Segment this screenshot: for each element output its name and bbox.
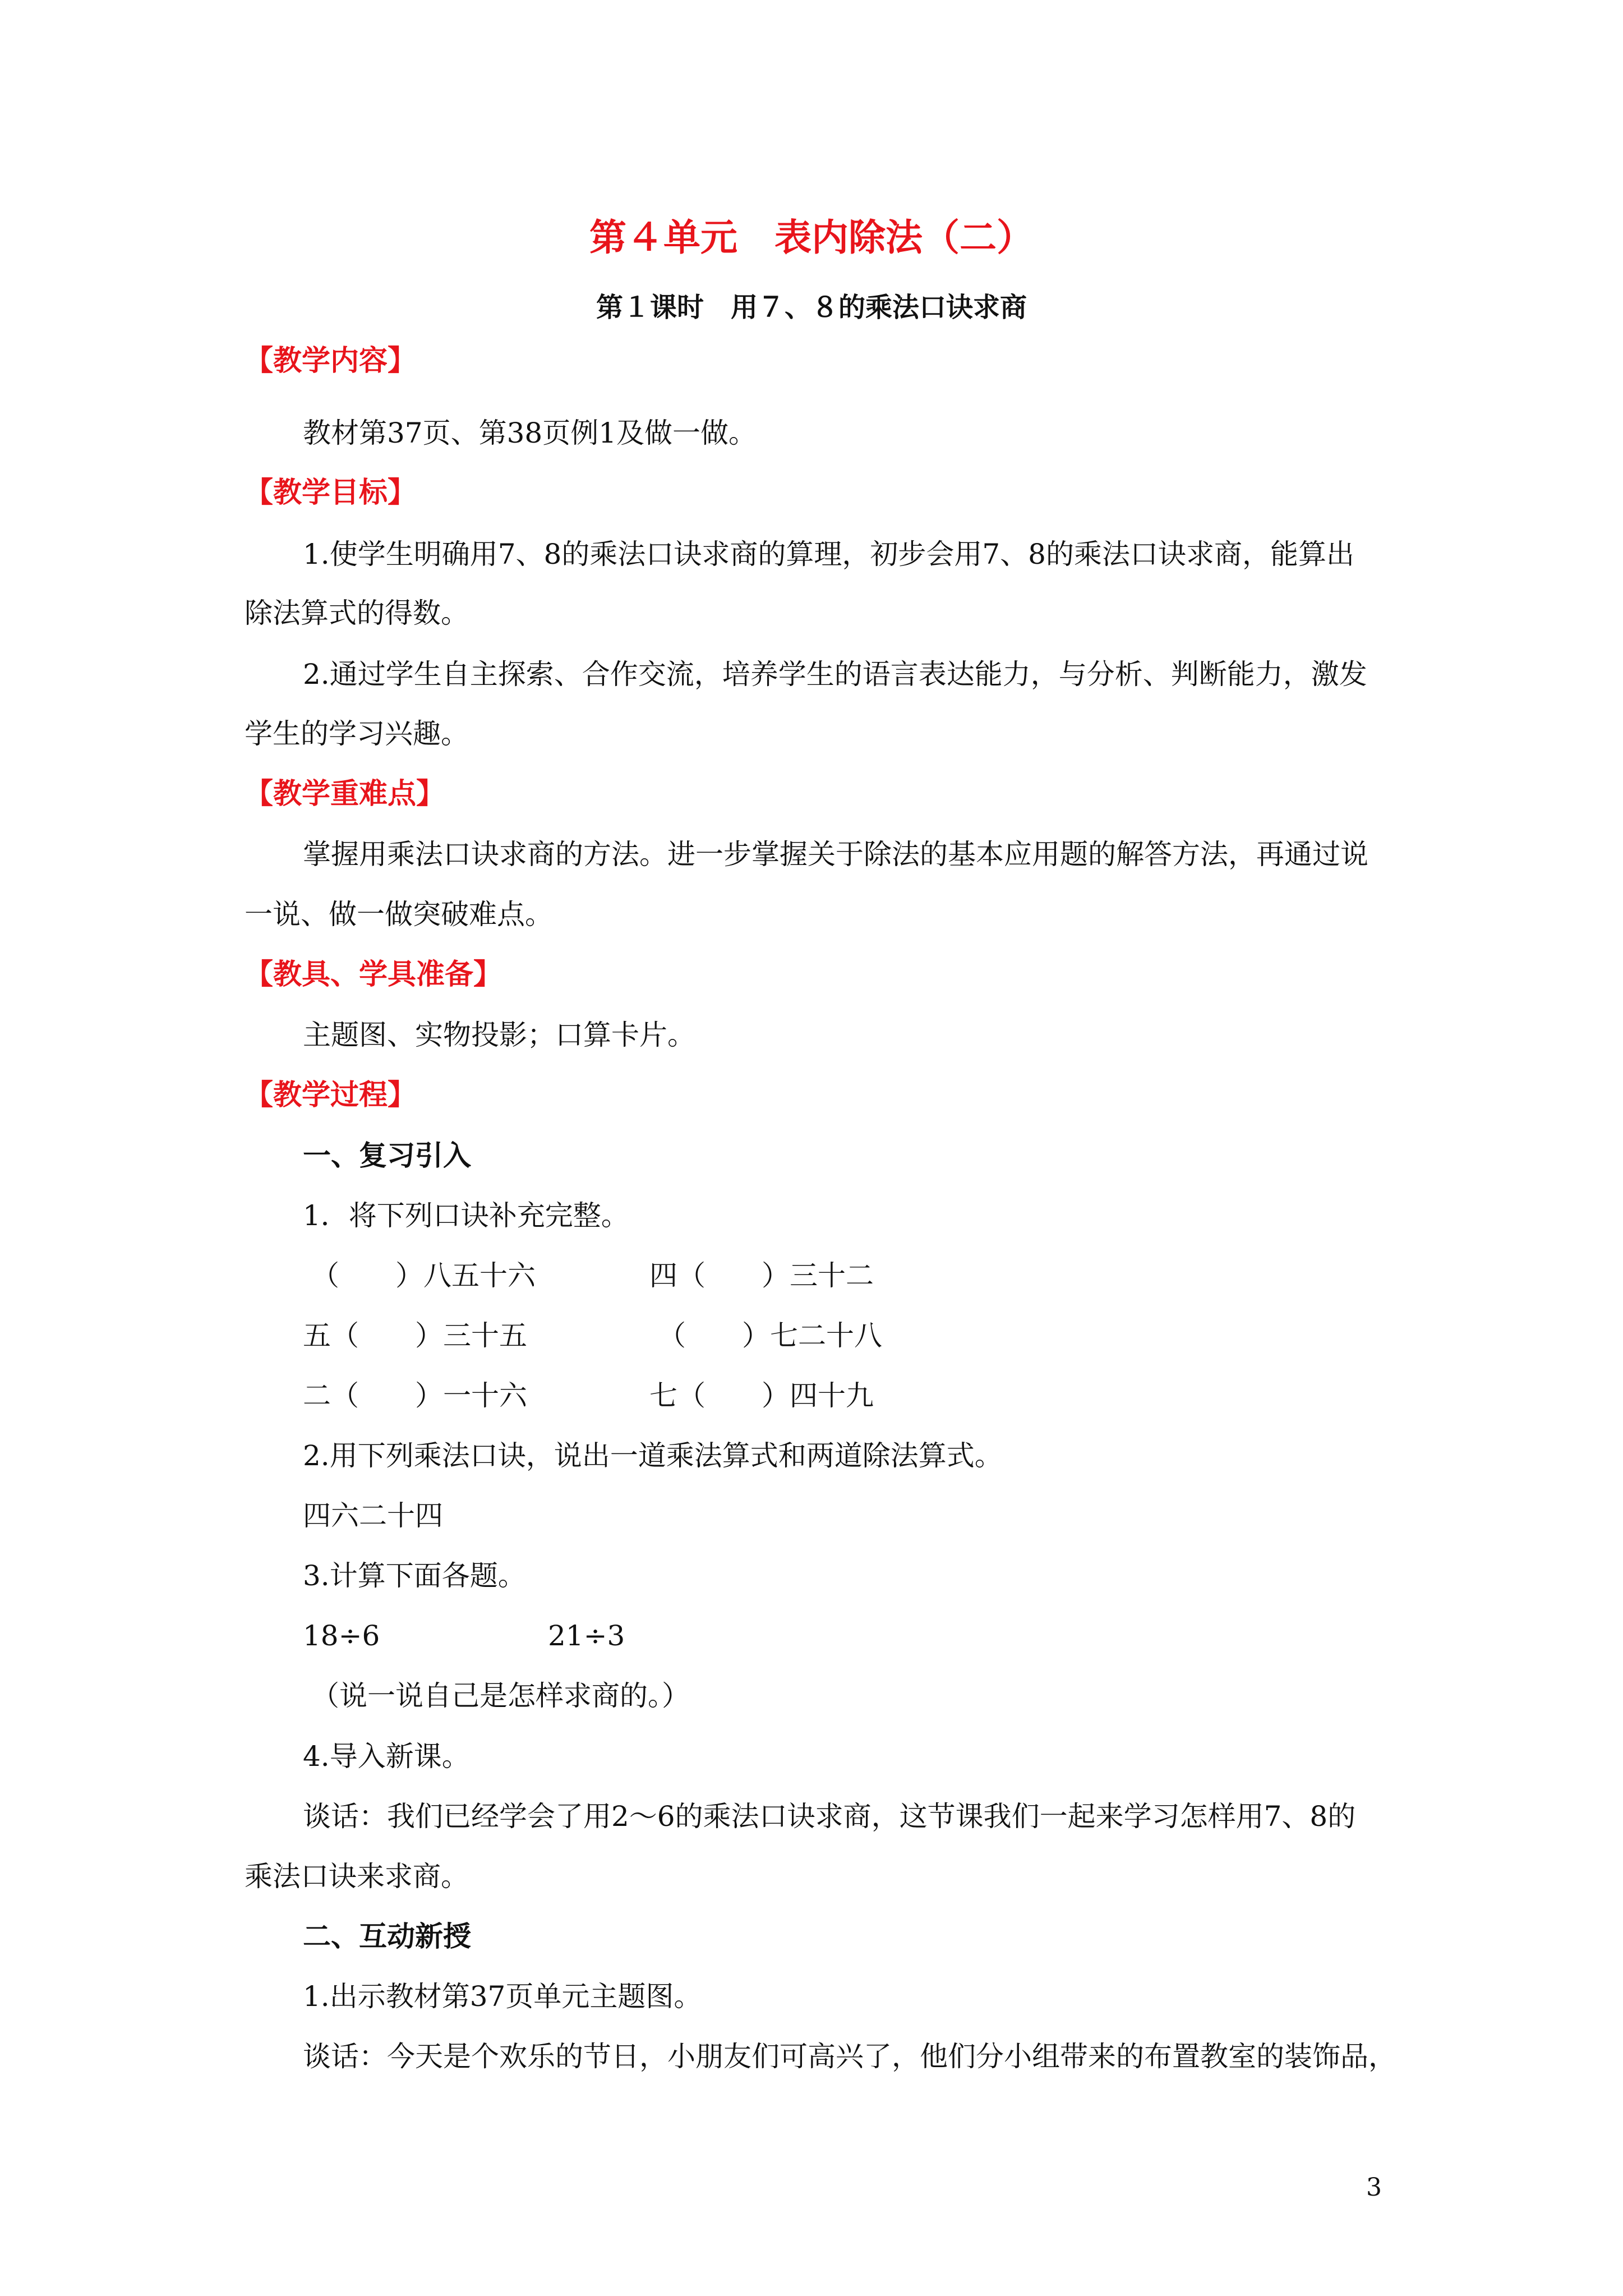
heading-prep: 【教具、学具准备】 xyxy=(245,958,502,991)
part1-q2: 2.用下列乘法口诀，说出一道乘法算式和两道除法算式。 xyxy=(303,1439,1003,1472)
part2-heading: 二、互动新授 xyxy=(303,1920,471,1953)
part1-q3-right: 21÷3 xyxy=(548,1619,625,1652)
page-number: 3 xyxy=(1366,2173,1382,2202)
part1-q3: 3.计算下面各题。 xyxy=(303,1559,526,1592)
blank-row-1-right: 四（ ）三十二 xyxy=(649,1259,874,1292)
goal-1-line-2: 除法算式的得数。 xyxy=(245,597,469,629)
blank-row-3-left: 二（ ）一十六 xyxy=(303,1379,527,1412)
part1-q3-note: （说一说自己是怎样求商的。） xyxy=(311,1680,690,1712)
goal-2-line-1: 2.通过学生自主探索、合作交流，培养学生的语言表达能力，与分析、判断能力，激发 xyxy=(303,658,1367,691)
blank-row-2-right: （ ）七二十八 xyxy=(658,1319,882,1352)
blank-row-2-left: 五（ ）三十五 xyxy=(303,1319,527,1352)
prep-text: 主题图、实物投影；口算卡片。 xyxy=(303,1019,695,1051)
part1-q4: 4.导入新课。 xyxy=(303,1740,470,1773)
content-text: 教材第37页、第38页例1及做一做。 xyxy=(303,417,757,449)
heading-process: 【教学过程】 xyxy=(245,1078,417,1112)
blank-row-1-left: （ ）八五十六 xyxy=(311,1259,536,1292)
keypoints-line-1: 掌握用乘法口诀求商的方法。进一步掌握关于除法的基本应用题的解答方法，再通过说 xyxy=(303,838,1368,871)
page-title: 第４单元 表内除法（二） xyxy=(589,215,1034,259)
heading-keypoints: 【教学重难点】 xyxy=(245,777,445,811)
part1-heading: 一、复习引入 xyxy=(303,1139,471,1172)
blank-row-3-right: 七（ ）四十九 xyxy=(649,1379,874,1412)
part1-q1: 1．将下列口诀补充完整。 xyxy=(303,1199,629,1232)
keypoints-line-2: 一说、做一做突破难点。 xyxy=(245,898,553,931)
heading-content: 【教学内容】 xyxy=(245,344,417,378)
heading-goals: 【教学目标】 xyxy=(245,476,417,509)
part2-q1: 1.出示教材第37页单元主题图。 xyxy=(303,1980,702,2013)
part1-talk-line-1: 谈话：我们已经学会了用2～6的乘法口诀求商，这节课我们一起来学习怎样用7、8的 xyxy=(303,1800,1356,1833)
part2-talk-line-1: 谈话：今天是个欢乐的节日，小朋友们可高兴了，他们分小组带来的布置教室的装饰品， xyxy=(303,2040,1396,2073)
part1-q2-rhyme: 四六二十四 xyxy=(303,1499,443,1532)
part1-q3-left: 18÷6 xyxy=(303,1619,380,1652)
goal-1-line-1: 1.使学生明确用7、8的乘法口诀求商的算理，初步会用7、8的乘法口诀求商，能算出 xyxy=(303,538,1354,570)
lesson-subtitle: 第１课时 用７、８的乘法口诀求商 xyxy=(596,292,1027,323)
part1-talk-line-2: 乘法口诀来求商。 xyxy=(245,1860,469,1893)
goal-2-line-2: 学生的学习兴趣。 xyxy=(245,717,469,750)
